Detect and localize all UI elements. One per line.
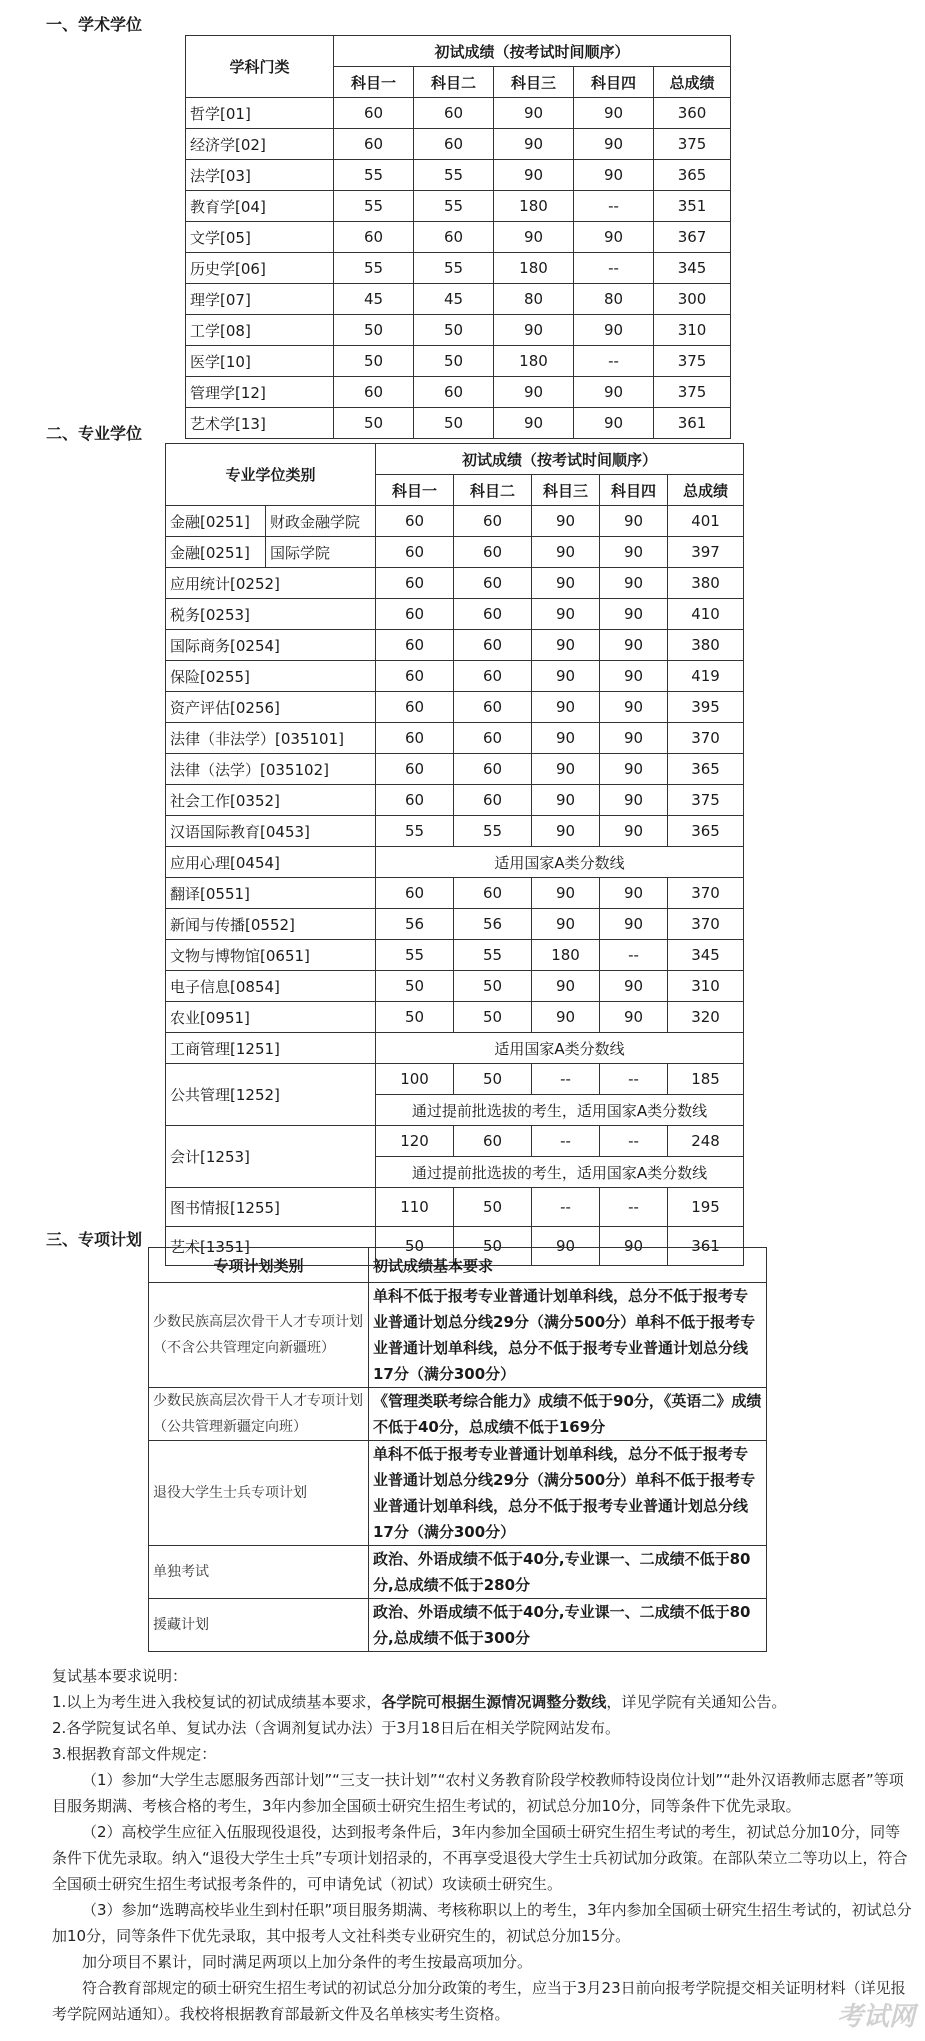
- table-row: [166, 785, 744, 816]
- table-cell: 90: [600, 1227, 668, 1266]
- table-row: [186, 129, 731, 160]
- table-cell: 401: [668, 506, 744, 537]
- table-cell: 60: [376, 878, 454, 909]
- table-cell: 60: [454, 599, 532, 630]
- table-cell: 50: [334, 346, 414, 377]
- table-cell: 367: [654, 222, 731, 253]
- table-cell: 361: [668, 1227, 744, 1266]
- table-cell: 50: [334, 315, 414, 346]
- notes-heading: 复试基本要求说明：: [52, 1667, 188, 1685]
- table-cell: 60: [376, 754, 454, 785]
- table-cell: 90: [532, 816, 600, 847]
- table-row: [186, 191, 731, 222]
- table-row: [186, 222, 731, 253]
- table-row: [149, 1441, 767, 1546]
- table-cell: 180: [494, 253, 574, 284]
- note-p4: 加分项目不累计，同时满足两项以上加分条件的考生按最高项加分。: [82, 1953, 533, 1971]
- table-cell: 90: [494, 377, 574, 408]
- category-name: 理学[07]: [186, 284, 334, 315]
- table-cell: 50: [376, 1227, 454, 1266]
- table-cell: 365: [654, 160, 731, 191]
- table-cell: --: [532, 1126, 600, 1157]
- table-cell: 60: [454, 630, 532, 661]
- table-cell: 90: [574, 377, 654, 408]
- table-row: [166, 1064, 744, 1095]
- table-cell: 60: [454, 537, 532, 568]
- table-cell: 375: [668, 785, 744, 816]
- table-row: [186, 98, 731, 129]
- table-cell: 90: [600, 692, 668, 723]
- header-category: 学科门类: [186, 36, 334, 98]
- table-cell: 310: [668, 971, 744, 1002]
- table-row: [149, 1388, 767, 1441]
- note-p2: （2）高校学生应征入伍服现役退役，达到报考条件后，3年内参加全国硕士研究生招生考试的考生，初试总分加10分，同等条件下优先录取。纳入“退役大学生士兵”专项计划招录的，不再享受退役大学生士兵初试加分政策。在部队荣立二等功以上，符合全国硕士研究生招生考试报考条件的，可申请免试（初试）攻读硕士研究生。: [52, 1823, 908, 1893]
- plan-requirement: 政治、外语成绩不低于40分,专业课一、二成绩不低于80分,总成绩不低于280分: [369, 1546, 767, 1599]
- table-cell: 180: [494, 191, 574, 222]
- table-cell: 50: [454, 1188, 532, 1227]
- table-cell: 50: [414, 315, 494, 346]
- table-cell: --: [532, 1064, 600, 1095]
- header-group: 初试成绩（按考试时间顺序）: [334, 36, 731, 67]
- category-name: 工学[08]: [186, 315, 334, 346]
- header-category: 专业学位类别: [166, 444, 376, 506]
- note-cell: 通过提前批选拔的考生，适用国家A类分数线: [376, 1095, 744, 1126]
- section-academic-title: 一、学术学位: [46, 15, 143, 34]
- note-2: 2.各学院复试名单、复试办法（含调剂复试办法）于3月18日后在相关学院网站发布。: [52, 1719, 620, 1737]
- table-row: [166, 568, 744, 599]
- category-name: 翻译[0551]: [166, 878, 376, 909]
- category-name: 会计[1253]: [166, 1126, 376, 1188]
- table-cell: 365: [668, 816, 744, 847]
- category-name: 经济学[02]: [186, 129, 334, 160]
- table-cell: 375: [654, 377, 731, 408]
- table-cell: 90: [532, 568, 600, 599]
- category-name: 工商管理[1251]: [166, 1033, 376, 1064]
- table-cell: 80: [494, 284, 574, 315]
- table-cell: 55: [376, 816, 454, 847]
- table-row: [166, 909, 744, 940]
- table-row: [166, 1033, 744, 1064]
- watermark-logo: 考试网: [836, 2002, 915, 2032]
- header-group: 初试成绩（按考试时间顺序）: [376, 444, 744, 475]
- table-cell: 90: [574, 160, 654, 191]
- table-cell: 60: [454, 692, 532, 723]
- header-col: 科目一: [376, 475, 454, 506]
- table-cell: 90: [532, 1227, 600, 1266]
- table-cell: 60: [376, 723, 454, 754]
- category-name: 电子信息[0854]: [166, 971, 376, 1002]
- table-cell: 100: [376, 1064, 454, 1095]
- table-row: [186, 408, 731, 439]
- table-cell: 60: [454, 661, 532, 692]
- table-cell: 90: [574, 98, 654, 129]
- table-row: [166, 754, 744, 785]
- table-cell: 419: [668, 661, 744, 692]
- table-cell: 90: [494, 98, 574, 129]
- category-name: 农业[0951]: [166, 1002, 376, 1033]
- note-1: 1.以上为考生进入我校复试的初试成绩基本要求，各学院可根据生源情况调整分数线，详见学院有关通知公告。: [52, 1693, 787, 1711]
- table-cell: --: [600, 1064, 668, 1095]
- table-row: [186, 284, 731, 315]
- table-row: [186, 377, 731, 408]
- category-name: 管理学[12]: [186, 377, 334, 408]
- table-cell: 410: [668, 599, 744, 630]
- table-cell: 90: [600, 909, 668, 940]
- table-cell: 50: [414, 346, 494, 377]
- table-row: [166, 1188, 744, 1227]
- table-cell: 90: [532, 599, 600, 630]
- table-row: [166, 630, 744, 661]
- category-name: 税务[0253]: [166, 599, 376, 630]
- table-cell: 375: [654, 129, 731, 160]
- table-cell: 310: [654, 315, 731, 346]
- table-cell: 60: [454, 568, 532, 599]
- note-cell: 通过提前批选拔的考生，适用国家A类分数线: [376, 1157, 744, 1188]
- table-cell: 90: [532, 506, 600, 537]
- table-cell: 60: [334, 129, 414, 160]
- table-cell: 320: [668, 1002, 744, 1033]
- table-cell: 60: [376, 537, 454, 568]
- category-name: 文学[05]: [186, 222, 334, 253]
- table-cell: --: [532, 1188, 600, 1227]
- section-professional-title: 二、专业学位: [46, 424, 143, 443]
- category-name: 新闻与传播[0552]: [166, 909, 376, 940]
- table-cell: 90: [532, 754, 600, 785]
- table-cell: 90: [494, 408, 574, 439]
- table-row: [186, 160, 731, 191]
- table-cell: 90: [532, 630, 600, 661]
- table-cell: 90: [494, 160, 574, 191]
- table-cell: 185: [668, 1064, 744, 1095]
- table-cell: 90: [574, 129, 654, 160]
- table-cell: 90: [532, 785, 600, 816]
- table-cell: 370: [668, 878, 744, 909]
- table-cell: 120: [376, 1126, 454, 1157]
- table-cell: 55: [414, 191, 494, 222]
- table-cell: --: [574, 253, 654, 284]
- header-col: 总成绩: [654, 67, 731, 98]
- college-name: 国际学院: [266, 537, 376, 568]
- category-name: 应用统计[0252]: [166, 568, 376, 599]
- table-cell: 90: [600, 754, 668, 785]
- table-cell: 50: [376, 971, 454, 1002]
- plan-requirement: 单科不低于报考专业普通计划单科线，总分不低于报考专业普通计划总分线29分（满分500分）单科不低于报考专业普通计划单科线，总分不低于报考专业普通计划总分线17分（满分300分）: [369, 1441, 767, 1546]
- plan-requirement: 单科不低于报考专业普通计划单科线，总分不低于报考专业普通计划总分线29分（满分500分）单科不低于报考专业普通计划单科线，总分不低于报考专业普通计划总分线17分（满分300分）: [369, 1283, 767, 1388]
- plan-requirement: 政治、外语成绩不低于40分,专业课一、二成绩不低于80分,总成绩不低于300分: [369, 1599, 767, 1652]
- table-cell: 90: [532, 971, 600, 1002]
- category-name: 法律（法学）[035102]: [166, 754, 376, 785]
- plan-category: 单独考试: [149, 1546, 369, 1599]
- table-cell: 395: [668, 692, 744, 723]
- college-name: 财政金融学院: [266, 506, 376, 537]
- table-cell: 90: [574, 408, 654, 439]
- table-cell: 60: [454, 506, 532, 537]
- category-name: 应用心理[0454]: [166, 847, 376, 878]
- header-col: 总成绩: [668, 475, 744, 506]
- table-cell: 345: [654, 253, 731, 284]
- table-row: [166, 816, 744, 847]
- table-row: [186, 315, 731, 346]
- table-cell: 56: [376, 909, 454, 940]
- table-cell: 60: [454, 878, 532, 909]
- table-cell: 300: [654, 284, 731, 315]
- table-cell: 90: [600, 568, 668, 599]
- category-name: 国际商务[0254]: [166, 630, 376, 661]
- table-cell: 60: [376, 661, 454, 692]
- table-row: [186, 346, 731, 377]
- table-cell: 55: [454, 940, 532, 971]
- category-name: 医学[10]: [186, 346, 334, 377]
- table-cell: 60: [454, 754, 532, 785]
- category-name: 金融[0251]: [166, 506, 266, 537]
- plan-category: 少数民族高层次骨干人才专项计划（公共管理新疆定向班）: [149, 1388, 369, 1441]
- header-col: 科目二: [454, 475, 532, 506]
- table-cell: --: [600, 1126, 668, 1157]
- category-name: 法律（非法学）[035101]: [166, 723, 376, 754]
- table-cell: 90: [532, 909, 600, 940]
- category-name: 文物与博物馆[0651]: [166, 940, 376, 971]
- table-cell: 55: [454, 816, 532, 847]
- table-row: [166, 847, 744, 878]
- header-col: 科目三: [532, 475, 600, 506]
- table-cell: 60: [376, 568, 454, 599]
- table-cell: 90: [532, 537, 600, 568]
- table-cell: 370: [668, 909, 744, 940]
- table-cell: 351: [654, 191, 731, 222]
- table-cell: 50: [376, 1002, 454, 1033]
- table-cell: 60: [414, 377, 494, 408]
- table-cell: 90: [494, 129, 574, 160]
- table-cell: --: [600, 940, 668, 971]
- category-name: 教育学[04]: [186, 191, 334, 222]
- table-cell: --: [574, 346, 654, 377]
- table-cell: 180: [494, 346, 574, 377]
- note-p5: 符合教育部规定的硕士研究生招生考试的初试总分加分政策的考生，应当于3月23日前向报考学院提交相关证明材料（详见报考学院网站通知）。我校将根据教育部最新文件及名单核实考生资格。: [52, 1979, 906, 2023]
- note-p3: （3）参加“选聘高校毕业生到村任职”项目服务期满、考核称职以上的考生，3年内参加全国硕士研究生招生考试的，初试总分加10分，同等条件下优先录取，其中报考人文社科类专业研究生的，初试总分加15分。: [52, 1901, 912, 1945]
- table-cell: 90: [532, 723, 600, 754]
- category-name: 保险[0255]: [166, 661, 376, 692]
- table-cell: 90: [532, 878, 600, 909]
- table-cell: 50: [334, 408, 414, 439]
- category-name: 哲学[01]: [186, 98, 334, 129]
- table-cell: 60: [334, 222, 414, 253]
- table-cell: 56: [454, 909, 532, 940]
- table-row: [149, 1283, 767, 1388]
- category-name: 艺术学[13]: [186, 408, 334, 439]
- category-name: 金融[0251]: [166, 537, 266, 568]
- plan-category: 退役大学生士兵专项计划: [149, 1441, 369, 1546]
- table-cell: 90: [600, 1002, 668, 1033]
- category-name: 图书情报[1255]: [166, 1188, 376, 1227]
- table-cell: 90: [574, 222, 654, 253]
- header-col: 科目二: [414, 67, 494, 98]
- table-cell: 365: [668, 754, 744, 785]
- table-cell: 361: [654, 408, 731, 439]
- table-cell: 60: [414, 222, 494, 253]
- table-row: [166, 537, 744, 568]
- table-cell: 90: [600, 599, 668, 630]
- table-cell: 60: [376, 692, 454, 723]
- table-cell: 55: [334, 160, 414, 191]
- table-row: [166, 1002, 744, 1033]
- header-col: 科目四: [600, 475, 668, 506]
- table-cell: --: [600, 1188, 668, 1227]
- table-row: [166, 878, 744, 909]
- notes-section: [52, 1663, 912, 2027]
- table-cell: 50: [454, 1064, 532, 1095]
- table-cell: 380: [668, 568, 744, 599]
- table-cell: 90: [532, 661, 600, 692]
- table-row: [166, 1126, 744, 1157]
- table-cell: 90: [494, 315, 574, 346]
- category-name: 汉语国际教育[0453]: [166, 816, 376, 847]
- table-cell: 60: [376, 785, 454, 816]
- table-cell: 360: [654, 98, 731, 129]
- table-cell: 50: [454, 1002, 532, 1033]
- table-cell: 110: [376, 1188, 454, 1227]
- table-cell: 60: [414, 98, 494, 129]
- table-cell: 90: [600, 816, 668, 847]
- table-cell: 50: [414, 408, 494, 439]
- table-row: [186, 253, 731, 284]
- table-cell: 90: [532, 692, 600, 723]
- table-cell: 55: [334, 253, 414, 284]
- table-cell: 60: [454, 723, 532, 754]
- category-name: 法学[03]: [186, 160, 334, 191]
- table-cell: 195: [668, 1188, 744, 1227]
- section-special-title: 三、专项计划: [46, 1230, 143, 1249]
- table-cell: 60: [376, 599, 454, 630]
- table-cell: 50: [454, 1227, 532, 1266]
- plan-category: 少数民族高层次骨干人才专项计划（不含公共管理定向新疆班）: [149, 1283, 369, 1388]
- category-name: 社会工作[0352]: [166, 785, 376, 816]
- table-cell: 90: [532, 1002, 600, 1033]
- table-cell: 50: [454, 971, 532, 1002]
- header-col: 科目三: [494, 67, 574, 98]
- note-p1: （1）参加“大学生志愿服务西部计划”“三支一扶计划”“农村义务教育阶段学校教师特设岗位计划”“赴外汉语教师志愿者”等项目服务期满、考核合格的考生，3年内参加全国硕士研究生招生考试的，初试总分加10分，同等条件下优先录取。: [52, 1771, 904, 1815]
- table-row: [166, 971, 744, 1002]
- header-requirement: 初试成绩基本要求: [369, 1248, 767, 1283]
- plan-requirement: 《管理类联考综合能力》成绩不低于90分，《英语二》成绩不低于40分，总成绩不低于169分: [369, 1388, 767, 1441]
- table-row: [166, 661, 744, 692]
- table-cell: 60: [334, 377, 414, 408]
- category-name: 公共管理[1252]: [166, 1064, 376, 1126]
- table-cell: 80: [574, 284, 654, 315]
- plan-category: 援藏计划: [149, 1599, 369, 1652]
- table-cell: 60: [376, 630, 454, 661]
- table-cell: 60: [376, 506, 454, 537]
- table-row: [166, 599, 744, 630]
- header-col: 科目一: [334, 67, 414, 98]
- table-row: [166, 940, 744, 971]
- table-cell: 90: [574, 315, 654, 346]
- table-cell: 90: [600, 506, 668, 537]
- note-cell: 适用国家A类分数线: [376, 847, 744, 878]
- table-cell: 90: [600, 630, 668, 661]
- table-cell: 380: [668, 630, 744, 661]
- table-cell: 375: [654, 346, 731, 377]
- special-plan-table: [148, 1247, 767, 1652]
- note-cell: 适用国家A类分数线: [376, 1033, 744, 1064]
- category-name: 艺术[1351]: [166, 1227, 376, 1266]
- table-cell: 60: [334, 98, 414, 129]
- table-cell: 90: [494, 222, 574, 253]
- table-cell: 55: [414, 253, 494, 284]
- table-cell: 55: [414, 160, 494, 191]
- table-cell: 60: [414, 129, 494, 160]
- table-cell: 90: [600, 785, 668, 816]
- professional-score-table: [165, 443, 744, 1266]
- table-cell: 397: [668, 537, 744, 568]
- table-cell: 90: [600, 723, 668, 754]
- table-row: [166, 692, 744, 723]
- table-cell: 90: [600, 661, 668, 692]
- table-cell: 90: [600, 537, 668, 568]
- table-cell: 248: [668, 1126, 744, 1157]
- table-cell: 90: [600, 971, 668, 1002]
- table-cell: 45: [334, 284, 414, 315]
- table-cell: 345: [668, 940, 744, 971]
- table-cell: 55: [334, 191, 414, 222]
- header-category: 专项计划类别: [149, 1248, 369, 1283]
- table-row: [149, 1546, 767, 1599]
- table-cell: 60: [454, 785, 532, 816]
- table-cell: 60: [454, 1126, 532, 1157]
- category-name: 历史学[06]: [186, 253, 334, 284]
- header-col: 科目四: [574, 67, 654, 98]
- table-row: [166, 723, 744, 754]
- note-3: 3.根据教育部文件规定：: [52, 1745, 217, 1763]
- category-name: 资产评估[0256]: [166, 692, 376, 723]
- table-row: [166, 506, 744, 537]
- table-cell: 55: [376, 940, 454, 971]
- table-cell: 45: [414, 284, 494, 315]
- table-cell: --: [574, 191, 654, 222]
- table-row: [149, 1599, 767, 1652]
- table-cell: 180: [532, 940, 600, 971]
- table-cell: 90: [600, 878, 668, 909]
- table-cell: 370: [668, 723, 744, 754]
- academic-score-table: [185, 35, 731, 439]
